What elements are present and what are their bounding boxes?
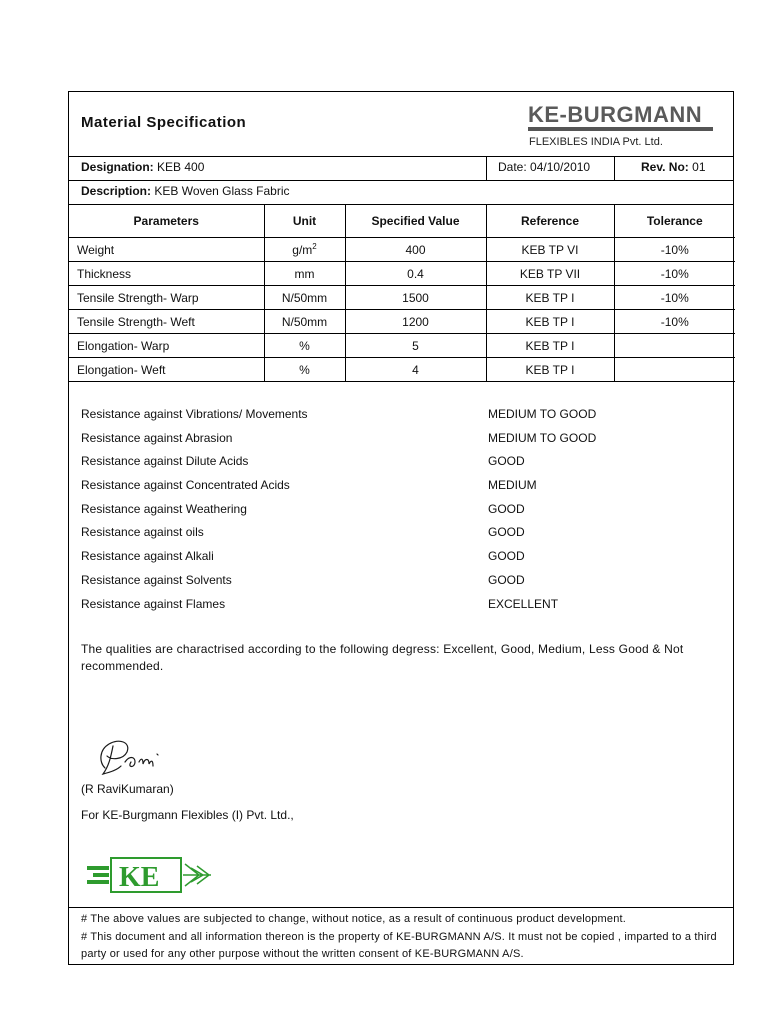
ke-logo-icon: [87, 856, 217, 896]
tolerance-cell: [614, 358, 735, 382]
table-row: [69, 334, 735, 358]
resistance-rating: MEDIUM TO GOOD: [488, 407, 597, 421]
resistance-rating: MEDIUM TO GOOD: [488, 430, 597, 445]
disclaimer-line: # This document and all information thereon is the property of KE-BURGMANN A/S. It must not be copied , imparted to a third party or used for any other purpose without the written consent of KE-BURGMANN A/S.: [81, 930, 717, 960]
designation-value: KEB 400: [157, 160, 205, 174]
company-logo: [528, 102, 718, 147]
list-item: [81, 475, 721, 499]
specification-sheet: [68, 91, 734, 965]
parameter-name: Elongation- Warp: [69, 334, 264, 358]
unit-text: g/m: [292, 243, 313, 257]
list-item: [81, 404, 721, 428]
table-row: [69, 310, 735, 334]
list-item: [81, 570, 721, 594]
table-row: [69, 238, 735, 262]
specified-value: 400: [345, 238, 486, 262]
tolerance-cell: -10%: [614, 286, 735, 310]
parameter-name: Tensile Strength- Warp: [69, 286, 264, 310]
reference-cell: KEB TP I: [486, 358, 614, 382]
parameters-table: [69, 204, 735, 382]
date-value: 04/10/2010: [530, 160, 591, 174]
resistance-rating: GOOD: [488, 525, 525, 540]
revision-label: Rev. No:: [641, 160, 689, 174]
ke-logo: [87, 856, 217, 896]
ke-logo-text: KE: [119, 862, 160, 893]
revision-cell: [641, 156, 731, 180]
disclaimer-line: # The above values are subjected to change, without notice, as a result of continuous product development.: [81, 913, 627, 925]
column-header: Tolerance: [614, 204, 735, 238]
specified-value: 4: [345, 358, 486, 382]
unit-cell: [264, 238, 345, 262]
reference-cell: KEB TP I: [486, 334, 614, 358]
list-item: [81, 594, 721, 618]
reference-cell: KEB TP VII: [486, 262, 614, 286]
table-row: [69, 358, 735, 382]
list-item: [81, 428, 721, 452]
brand-underline: [528, 127, 713, 131]
description-row: [69, 180, 733, 205]
tolerance-cell: -10%: [614, 238, 735, 262]
sheet-header: [69, 92, 733, 157]
specified-value: 1500: [345, 286, 486, 310]
resistance-label: Resistance against oils: [81, 525, 204, 540]
footer-disclaimer: [69, 907, 733, 965]
description-cell: [81, 180, 290, 202]
resistance-label: Resistance against Concentrated Acids: [81, 478, 290, 493]
brand-subtitle: FLEXIBLES INDIA Pvt. Ltd.: [529, 136, 663, 148]
specified-value: 1200: [345, 310, 486, 334]
divider: [614, 156, 615, 180]
resistance-label: Resistance against Weathering: [81, 501, 247, 516]
divider: [486, 156, 487, 180]
resistance-label: Resistance against Flames: [81, 596, 226, 611]
signature-image: [91, 732, 171, 780]
tolerance-cell: [614, 334, 735, 358]
signer-organization: For KE-Burgmann Flexibles (I) Pvt. Ltd.,: [81, 808, 294, 822]
tolerance-cell: -10%: [614, 262, 735, 286]
resistance-rating: GOOD: [488, 549, 525, 564]
specified-value: 5: [345, 334, 486, 358]
resistance-rating: GOOD: [488, 501, 525, 516]
date-label: Date:: [498, 160, 527, 174]
unit-cell: %: [264, 358, 345, 382]
signer-name: (R RaviKumaran): [81, 782, 174, 796]
resistance-label: Resistance against Abrasion: [81, 430, 233, 445]
resistance-rating: EXCELLENT: [488, 596, 559, 611]
resistance-label: Resistance against Vibrations/ Movements: [81, 407, 308, 421]
page-title: Material Specification: [81, 114, 247, 131]
designation-cell: [81, 156, 481, 180]
list-item: [81, 499, 721, 523]
resistance-label: Resistance against Dilute Acids: [81, 454, 249, 469]
quality-note: The qualities are charactrised according to the following degress: Excellent, Good, Medium, Less Good & Not recommended.: [81, 642, 684, 673]
unit-superscript: 2: [312, 242, 317, 251]
unit-cell: %: [264, 334, 345, 358]
unit-cell: mm: [264, 262, 345, 286]
column-header: Unit: [264, 204, 345, 238]
brand-name: KE-BURGMANN: [528, 102, 703, 127]
table-header-row: [69, 204, 735, 238]
resistance-rating: GOOD: [488, 572, 525, 587]
unit-cell: N/50mm: [264, 310, 345, 334]
list-item: [81, 522, 721, 546]
reference-cell: KEB TP I: [486, 286, 614, 310]
resistance-list: [81, 404, 721, 617]
date-cell: [498, 156, 618, 180]
parameter-name: Elongation- Weft: [69, 358, 264, 382]
column-header: Reference: [486, 204, 614, 238]
description-label: Description:: [81, 184, 152, 198]
table-row: [69, 262, 735, 286]
resistance-rating: MEDIUM: [488, 478, 537, 493]
resistance-label: Resistance against Alkali: [81, 549, 214, 564]
list-item: [81, 546, 721, 570]
designation-row: [69, 156, 733, 181]
revision-value: 01: [692, 160, 706, 174]
parameter-name: Thickness: [69, 262, 264, 286]
list-item: [81, 451, 721, 475]
reference-cell: KEB TP VI: [486, 238, 614, 262]
tolerance-cell: -10%: [614, 310, 735, 334]
specified-value: 0.4: [345, 262, 486, 286]
column-header: Parameters: [69, 204, 264, 238]
column-header: Specified Value: [345, 204, 486, 238]
unit-cell: N/50mm: [264, 286, 345, 310]
parameter-name: Weight: [69, 238, 264, 262]
reference-cell: KEB TP I: [486, 310, 614, 334]
description-value: KEB Woven Glass Fabric: [154, 184, 290, 198]
table-row: [69, 286, 735, 310]
designation-label: Designation:: [81, 160, 154, 174]
parameter-name: Tensile Strength- Weft: [69, 310, 264, 334]
resistance-label: Resistance against Solvents: [81, 572, 232, 587]
resistance-rating: GOOD: [488, 454, 525, 469]
